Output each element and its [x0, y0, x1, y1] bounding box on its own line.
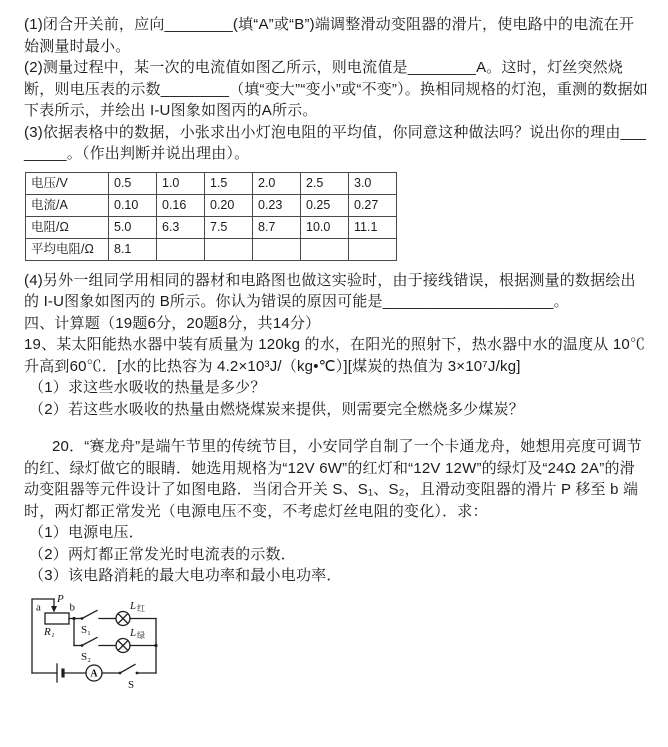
- table-cell: 8.1: [109, 238, 157, 260]
- lamp-green-label-sub: 绿: [137, 630, 145, 640]
- lamp-red-label: L: [130, 599, 137, 612]
- table-cell: 10.0: [301, 216, 349, 238]
- table-cell: 0.23: [253, 194, 301, 216]
- table-cell: 0.20: [205, 194, 253, 216]
- table-row-label: 电流/A: [26, 194, 109, 216]
- slider-arrow-head: [51, 606, 57, 613]
- table-row-label: 电压/V: [26, 172, 109, 194]
- table-cell: 2.5: [301, 172, 349, 194]
- table-cell: 0.27: [349, 194, 397, 216]
- lamp-green-label: L: [130, 626, 137, 639]
- question-20-sub-2: （2）两灯都正常发光时电流表的示数．: [29, 545, 296, 563]
- switch1-blade: [82, 610, 97, 618]
- table-cell: 11.1: [349, 216, 397, 238]
- question-4: (4)另外一组同学用相同的器材和电路图也做这实验时，由于接线错误，根据测量的数据绘出的 I-U图象如图丙的 B所示。你认为错误的原因可能是____________________。: [24, 271, 636, 310]
- terminal-b-label: b: [69, 601, 75, 613]
- table-row: [26, 238, 397, 260]
- table-cell: 1.5: [205, 172, 253, 194]
- circuit-diagram: [24, 591, 648, 701]
- table-cell: 2.0: [253, 172, 301, 194]
- table-cell: 1.0: [157, 172, 205, 194]
- table-cell: 3.0: [349, 172, 397, 194]
- question-19-sub-2: （2）若这些水吸收的热量由燃烧煤炭来提供，则需要完全燃烧多少煤炭？: [29, 400, 524, 418]
- question-19-sub-1: （1）求这些水吸收的热量是多少？: [29, 379, 266, 396]
- table-row: [26, 172, 397, 194]
- table-cell: 8.7: [253, 216, 301, 238]
- table-cell: [205, 238, 253, 260]
- terminal-a-label: a: [36, 601, 41, 613]
- switch2-label: S₂: [81, 650, 91, 663]
- table-row: [26, 216, 397, 238]
- section-heading-calculation: 四、计算题（19题6分，20题8分，共14分）: [24, 314, 321, 332]
- ammeter-label: A: [90, 668, 98, 679]
- table-cell: 0.25: [301, 194, 349, 216]
- switch1-label: S₁: [81, 623, 91, 636]
- circuit-svg: [24, 591, 194, 701]
- table-row: [26, 194, 397, 216]
- question-1: (1)闭合开关前，应向________(填“A”或“B”)端调整滑动变阻器的滑片，使电路中的电流在开始测量时最小。: [24, 16, 635, 55]
- table-cell: 5.0: [109, 216, 157, 238]
- table-row-label: 电阻/Ω: [26, 216, 109, 238]
- question-20-sub-1: （1）电源电压．: [29, 524, 144, 541]
- measurement-table: [25, 172, 397, 261]
- table-row-label: 平均电阻/Ω: [26, 238, 109, 260]
- table-cell: [349, 238, 397, 260]
- question-19: 19、某太阳能热水器中装有质量为 120kg 的水，在阳光的照射下，热水器中水的温度从 10℃升高到60℃．[水的比热容为 4.2×10³J/（kg•℃）][煤炭的热值为 3×10⁷J/kg]: [24, 336, 646, 375]
- main-switch-blade: [120, 664, 135, 673]
- rheostat-label: R₁: [44, 625, 55, 638]
- question-20: 20．“赛龙舟”是端午节里的传统节目，小安同学自制了一个卡通龙舟，她想用亮度可调节的红、绿灯做它的眼睛．她选用规格为“12V 6W”的红灯和“12V 12W”的绿灯及“24Ω 2A”的滑动变阻器等元件设计了如图电路．当闭合开关 S、S₁、S₂，且滑动变阻器的滑片 P 移至 b 端时，两灯都正常发光（电源电压不变，不考虑灯丝电阻的变化）．求：: [24, 438, 642, 520]
- slider-label: P: [57, 592, 64, 605]
- question-20-sub-3: （3）该电路消耗的最大电功率和最小电功率．: [29, 567, 342, 584]
- table-cell: [253, 238, 301, 260]
- main-switch-label: S: [128, 678, 135, 691]
- table-cell: 0.5: [109, 172, 157, 194]
- lamp-red-label-sub: 红: [137, 603, 145, 613]
- switch2-blade: [82, 637, 97, 645]
- rheostat-body: [45, 613, 69, 624]
- table-cell: 7.5: [205, 216, 253, 238]
- table-cell: 6.3: [157, 216, 205, 238]
- question-2: (2)测量过程中，某一次的电流值如图乙所示，则电流值是________A。这时，灯丝突然烧断，则电压表的示数________（填“变大”“变小”或“不变”）。换相同规格的灯泡，重测的数据如下表所示，并绘出 I-U图象如图丙的A所示。: [24, 59, 649, 119]
- question-3: (3)依据表格中的数据，小张求出小灯泡电阻的平均值，你同意这种做法吗？说出你的理由________。（作出判断并说出理由）。: [24, 123, 647, 162]
- table-cell: 0.16: [157, 194, 205, 216]
- table-cell: 0.10: [109, 194, 157, 216]
- table-cell: [157, 238, 205, 260]
- table-cell: [301, 238, 349, 260]
